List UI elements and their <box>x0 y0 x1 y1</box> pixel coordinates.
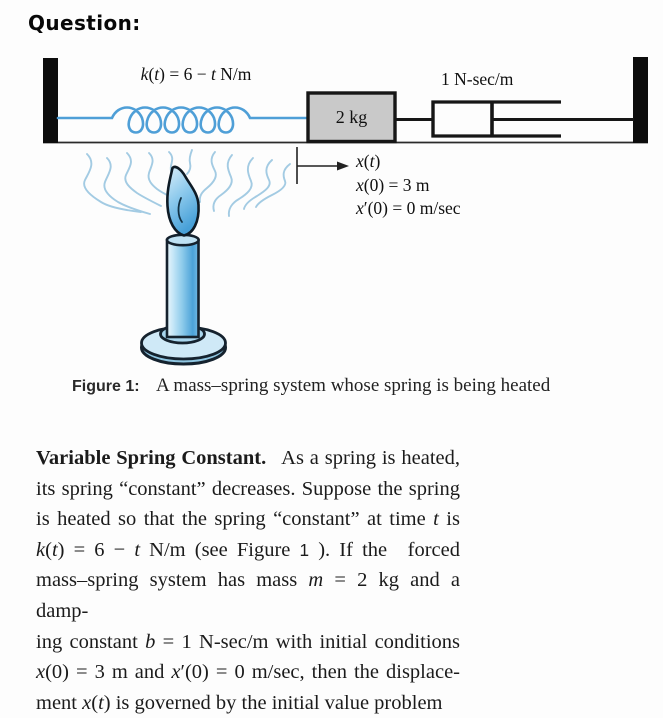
paragraph-line: k(t) = 6 − t N/m (see Figure 1 ). If the forced <box>36 538 460 561</box>
paragraph-line: mass–spring system has mass m = 2 kg and a damp- <box>36 569 460 622</box>
paragraph-line: its spring “constant” decreases. Suppose the spring <box>36 477 460 500</box>
displacement-arrow-icon <box>297 147 349 184</box>
left-wall <box>43 58 58 143</box>
right-wall <box>633 57 648 143</box>
figure-caption-tag: Figure 1: <box>72 378 140 395</box>
damper-icon <box>395 101 634 138</box>
initial-position-label: x(0) = 3 m <box>356 175 430 195</box>
initial-velocity-label: x′(0) = 0 m/sec <box>356 198 461 218</box>
burner-tube <box>167 240 199 337</box>
mass-value-label: 2 kg <box>335 106 368 127</box>
spring-constant-label: k(t) = 6 − t N/m <box>140 64 252 84</box>
figure-caption-text: A mass–spring system whose spring is being heated <box>156 375 551 396</box>
problem-statement-paragraph <box>36 443 460 718</box>
question-heading: Question: <box>28 11 141 35</box>
paragraph-line: is heated so that the spring “constant” at time t is <box>36 508 460 531</box>
flame-icon <box>167 167 198 236</box>
spring-icon <box>58 108 308 133</box>
paragraph-line: x(0) = 3 m and x′(0) = 0 m/sec, then the displace- <box>36 661 460 684</box>
paragraph-line: ing constant b = 1 N-sec/m with initial conditions <box>36 630 460 653</box>
paragraph-line: ment x(t) is governed by the initial value problem <box>36 691 443 714</box>
damping-constant-label: 1 N-sec/m <box>441 69 514 89</box>
displacement-label: x(t) <box>356 151 381 171</box>
paragraph-line: Variable Spring Constant. As a spring is heated, <box>36 447 460 469</box>
burner-icon <box>142 235 226 364</box>
